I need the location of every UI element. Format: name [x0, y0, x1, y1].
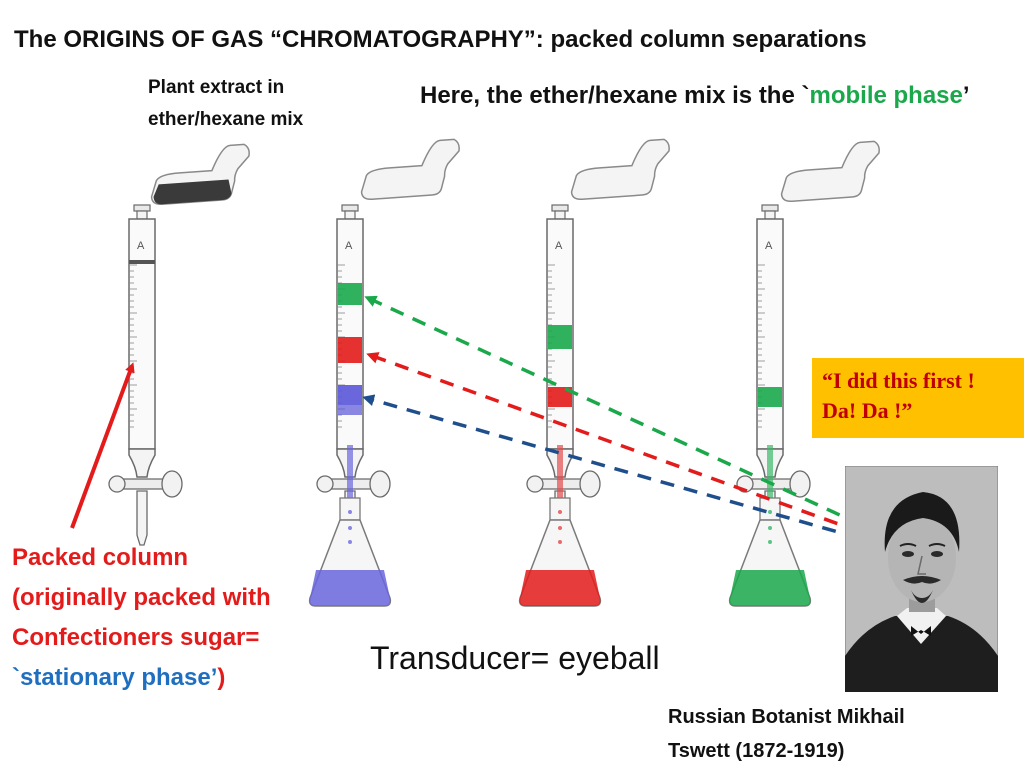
- column-4-label: A: [765, 240, 773, 252]
- stationary-phase-highlight: `stationary phase’: [12, 664, 218, 691]
- column-1-label: A: [137, 240, 145, 252]
- pouring-flask-4: [778, 141, 882, 202]
- column-3-label: A: [555, 240, 563, 252]
- credit-line-2: Tswett (1872-1919): [668, 740, 845, 762]
- column-3: [527, 205, 600, 545]
- packed-line-4: [12, 658, 271, 698]
- column-1: [109, 205, 182, 545]
- blue-band: [338, 385, 362, 405]
- plant-extract-line-1: Plant extract in: [148, 77, 285, 98]
- packed-column-arrow: [72, 366, 132, 528]
- packed-column-caption: [12, 538, 271, 698]
- packed-line-1: Packed column: [12, 544, 189, 571]
- collection-flask-4: [730, 498, 811, 606]
- packed-line-2: (originally packed with: [12, 584, 271, 611]
- collection-flask-2: [310, 498, 391, 606]
- pouring-flask-2: [358, 139, 462, 200]
- quote-line-1: “I did this first !: [822, 368, 975, 393]
- portrait-credit: [668, 700, 905, 768]
- column-2-label: A: [345, 240, 353, 252]
- packed-line-3: Confectioners sugar=: [12, 624, 260, 651]
- mobile-phase-highlight: mobile phase: [809, 82, 963, 109]
- column-4: [737, 205, 810, 545]
- green-band: [338, 283, 362, 305]
- column-2: [317, 205, 390, 545]
- mobile-phase-prefix: Here, the ether/hexane mix is the `: [420, 82, 810, 109]
- plant-extract-line-2: ether/hexane mix: [148, 109, 304, 130]
- red-band: [338, 337, 362, 363]
- mobile-phase-suffix: ’: [962, 82, 970, 109]
- quote-line-2: Da! Da !”: [822, 398, 913, 423]
- transducer-caption: Transducer= eyeball: [370, 640, 660, 676]
- credit-line-1: Russian Botanist Mikhail: [668, 706, 905, 728]
- pouring-flask-1: [148, 144, 252, 205]
- slide-title: The ORIGINS OF GAS “CHROMATOGRAPHY”: packed column separations: [14, 26, 867, 53]
- pouring-flask-3: [568, 139, 672, 200]
- quote-text: [822, 366, 975, 426]
- tswett-portrait: [845, 466, 998, 692]
- collection-flask-3: [520, 498, 601, 606]
- packed-line-4-suffix: ): [217, 664, 226, 691]
